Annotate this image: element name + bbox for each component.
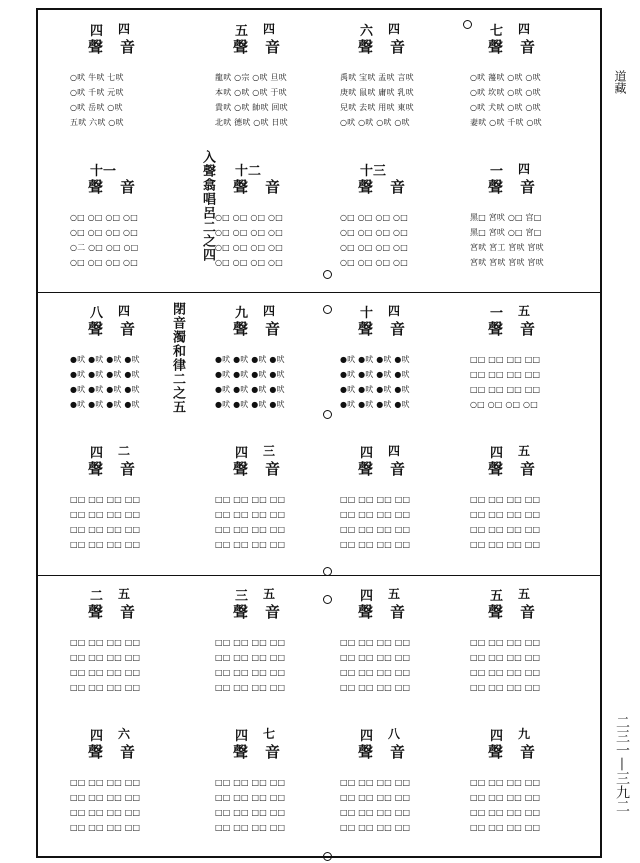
syllable-line: □□ □□ □□ □□	[340, 525, 411, 534]
syllable-lines	[70, 635, 140, 695]
cell-header	[358, 585, 438, 625]
syllable-line: 黑□ 宮吠 ○□ 宫□	[470, 213, 542, 222]
syllable-line: □□ □□ □□ □□	[340, 793, 411, 802]
yin-label: 音	[390, 320, 406, 338]
tone-number: 十	[360, 306, 374, 321]
syllable-line: □□ □□ □□ □□	[215, 808, 286, 817]
syllable-line: ●吠 ●吠 ●吠 ●吠	[70, 370, 140, 379]
syllable-line: ○吠 䕕吠 ○吠 ○吠	[470, 73, 541, 82]
yin-label: 音	[120, 38, 136, 56]
syllable-line: □□ □□ □□ □□	[70, 778, 141, 787]
syllable-line: □□ □□ □□ □□	[70, 793, 141, 802]
syllable-line: ○□ ○□ ○□ ○□	[215, 213, 283, 222]
circle-mark	[323, 305, 332, 314]
syllable-line: 庚吠 鼠吠 庸吠 乳吠	[340, 88, 414, 97]
syllable-line: ○吠 犬吠 ○吠 ○吠	[470, 103, 541, 112]
syllable-lines	[340, 775, 410, 835]
syllable-line: □□ □□ □□ □□	[215, 525, 286, 534]
syllable-line: □□ □□ □□ □□	[470, 683, 541, 692]
yin-number: 九	[518, 727, 531, 741]
sheng-label: 聲	[488, 178, 504, 196]
section-divider	[38, 292, 600, 293]
yin-number: 四	[118, 304, 131, 318]
yin-number: 四	[518, 162, 531, 176]
cell-header	[88, 20, 168, 60]
syllable-lines	[470, 635, 540, 695]
sheng-label: 聲	[88, 743, 104, 761]
syllable-lines	[215, 70, 288, 130]
syllable-line: ○□ ○□ ○□ ○□	[70, 228, 138, 237]
syllable-line: 五吠 六吠 ○吠	[70, 118, 124, 127]
syllable-line: □□ □□ □□ □□	[340, 808, 411, 817]
yin-number: 四	[518, 22, 531, 36]
syllable-line: ●吠 ●吠 ●吠 ●吠	[340, 370, 410, 379]
yin-number: 四	[388, 444, 401, 458]
section-divider	[38, 575, 600, 576]
syllable-line: ○□ ○□ ○□ ○□	[70, 213, 138, 222]
tone-number: 四	[490, 729, 504, 744]
syllable-line: ●吠 ●吠 ●吠 ●吠	[340, 385, 410, 394]
syllable-lines	[340, 210, 408, 270]
yin-label: 音	[265, 38, 281, 56]
yin-number: 四	[118, 22, 131, 36]
syllable-line: □□ □□ □□ □□	[70, 653, 141, 662]
syllable-line: □□ □□ □□ □□	[470, 540, 541, 549]
syllable-line: □□ □□ □□ □□	[470, 370, 541, 379]
yin-label: 音	[120, 743, 136, 761]
yin-number: 五	[118, 587, 131, 601]
yin-label: 音	[520, 743, 536, 761]
syllable-line: □□ □□ □□ □□	[70, 495, 141, 504]
yin-label: 音	[520, 178, 536, 196]
section-title: 入聲翕唱呂二之四	[200, 150, 215, 262]
syllable-lines	[215, 635, 285, 695]
tone-number: 五	[235, 24, 249, 39]
tone-number: 四	[90, 24, 104, 39]
yin-label: 音	[390, 178, 406, 196]
sheng-label: 聲	[233, 38, 249, 56]
syllable-line: □□ □□ □□ □□	[215, 495, 286, 504]
tone-number: 四	[235, 446, 249, 461]
yin-number: 四	[388, 304, 401, 318]
syllable-line: □□ □□ □□ □□	[215, 653, 286, 662]
syllable-line: ○吠 坎吠 ○吠 ○吠	[470, 88, 541, 97]
yin-label: 音	[265, 460, 281, 478]
sheng-label: 聲	[358, 38, 374, 56]
syllable-line: □□ □□ □□ □□	[340, 638, 411, 647]
syllable-line: ○□ ○□ ○□ ○□	[340, 243, 408, 252]
tone-number: 九	[235, 306, 249, 321]
syllable-line: ●吠 ●吠 ●吠 ●吠	[340, 355, 410, 364]
syllable-line: □□ □□ □□ □□	[70, 683, 141, 692]
syllable-line: □□ □□ □□ □□	[340, 668, 411, 677]
syllable-line: ●吠 ●吠 ●吠 ●吠	[340, 400, 410, 409]
syllable-line: 本吠 ○吠 ○吠 于吠	[215, 88, 287, 97]
sheng-label: 聲	[233, 178, 249, 196]
yin-label: 音	[120, 603, 136, 621]
cell-header	[358, 20, 438, 60]
circle-mark	[463, 20, 472, 29]
syllable-line: □□ □□ □□ □□	[215, 793, 286, 802]
sheng-label: 聲	[358, 743, 374, 761]
yin-label: 音	[120, 460, 136, 478]
yin-label: 音	[520, 320, 536, 338]
sheng-label: 聲	[358, 320, 374, 338]
tone-number: 十一	[90, 164, 117, 179]
tone-number: 六	[360, 24, 374, 39]
tone-number: 四	[90, 446, 104, 461]
syllable-line: ○二 ○□ ○□ ○□	[70, 243, 139, 252]
syllable-lines	[70, 492, 140, 552]
syllable-line: □□ □□ □□ □□	[470, 510, 541, 519]
syllable-lines	[340, 70, 414, 130]
yin-label: 音	[265, 743, 281, 761]
page-frame	[36, 8, 602, 858]
syllable-line: □□ □□ □□ □□	[70, 525, 141, 534]
syllable-lines	[215, 492, 285, 552]
tone-number: 十三	[360, 164, 387, 179]
tone-number: 四	[90, 729, 104, 744]
yin-number: 四	[263, 22, 276, 36]
yin-number: 四	[388, 22, 401, 36]
yin-number: 四	[263, 304, 276, 318]
yin-number: 五	[263, 587, 276, 601]
cell-header	[358, 302, 438, 342]
cell-header	[88, 442, 168, 482]
syllable-line: ●吠 ●吠 ●吠 ●吠	[70, 355, 140, 364]
syllable-line: □□ □□ □□ □□	[340, 653, 411, 662]
syllable-lines	[470, 210, 544, 270]
syllable-line: ○□ ○□ ○□ ○□	[340, 258, 408, 267]
yin-number: 二	[118, 444, 131, 458]
syllable-line: 兒吠 去吠 用吠 東吠	[340, 103, 414, 112]
syllable-line: □□ □□ □□ □□	[470, 638, 541, 647]
yin-label: 音	[520, 603, 536, 621]
syllable-line: □□ □□ □□ □□	[340, 683, 411, 692]
sheng-label: 聲	[88, 178, 104, 196]
syllable-line: ○□ ○□ ○□ ○□	[215, 258, 283, 267]
syllable-line: □□ □□ □□ □□	[470, 793, 541, 802]
syllable-line: ○□ ○□ ○□ ○□	[340, 228, 408, 237]
syllable-line: □□ □□ □□ □□	[340, 778, 411, 787]
sheng-label: 聲	[88, 603, 104, 621]
tone-number: 三	[235, 589, 249, 604]
syllable-line: □□ □□ □□ □□	[340, 510, 411, 519]
yin-label: 音	[520, 38, 536, 56]
cell-header	[233, 20, 313, 60]
circle-mark	[323, 410, 332, 419]
tone-number: 一	[490, 164, 504, 179]
yin-label: 音	[390, 743, 406, 761]
syllable-lines	[215, 210, 283, 270]
syllable-line: □□ □□ □□ □□	[470, 385, 541, 394]
cell-header	[233, 585, 313, 625]
sheng-label: 聲	[358, 460, 374, 478]
yin-number: 六	[118, 727, 131, 741]
sheng-label: 聲	[488, 320, 504, 338]
syllable-line: □□ □□ □□ □□	[470, 653, 541, 662]
syllable-line: □□ □□ □□ □□	[470, 525, 541, 534]
syllable-line: ●吠 ●吠 ●吠 ●吠	[215, 400, 285, 409]
cell-header	[233, 442, 313, 482]
syllable-line: ○□ ○□ ○□ ○□	[340, 213, 408, 222]
margin-label: 道藏	[613, 70, 627, 94]
syllable-line: □□ □□ □□ □□	[70, 510, 141, 519]
sheng-label: 聲	[88, 460, 104, 478]
tone-number: 四	[360, 589, 374, 604]
tone-number: 四	[490, 446, 504, 461]
yin-label: 音	[265, 603, 281, 621]
syllable-line: □□ □□ □□ □□	[70, 823, 141, 832]
syllable-line: □□ □□ □□ □□	[470, 355, 541, 364]
syllable-line: ●吠 ●吠 ●吠 ●吠	[215, 355, 285, 364]
syllable-line: 宮吠 宮吠 宮吠 宮吠	[470, 258, 544, 267]
syllable-lines	[470, 352, 540, 412]
syllable-lines	[340, 492, 410, 552]
syllable-line: ○吠 ○吠 ○吠 ○吠	[340, 118, 410, 127]
cell-header	[488, 20, 568, 60]
sheng-label: 聲	[233, 460, 249, 478]
tone-number: 七	[490, 24, 504, 39]
cell-header	[358, 160, 438, 200]
syllable-line: □□ □□ □□ □□	[215, 683, 286, 692]
syllable-line: □□ □□ □□ □□	[215, 778, 286, 787]
cell-header	[488, 160, 568, 200]
syllable-line: □□ □□ □□ □□	[470, 495, 541, 504]
tone-number: 四	[235, 729, 249, 744]
section-title: 閉音濁和律二之五	[170, 302, 185, 414]
syllable-lines	[340, 635, 410, 695]
yin-label: 音	[120, 320, 136, 338]
cell-header	[358, 442, 438, 482]
cell-header	[488, 585, 568, 625]
syllable-lines	[470, 775, 540, 835]
syllable-lines	[70, 775, 140, 835]
yin-label: 音	[520, 460, 536, 478]
circle-mark	[323, 595, 332, 604]
circle-mark	[323, 567, 332, 576]
sheng-label: 聲	[233, 743, 249, 761]
sheng-label: 聲	[358, 603, 374, 621]
syllable-line: ○吠 牛吠 七吠	[70, 73, 124, 82]
syllable-line: □□ □□ □□ □□	[470, 668, 541, 677]
cell-header	[88, 585, 168, 625]
circle-mark	[323, 270, 332, 279]
syllable-line: 北吠 德吠 ○吠 日吠	[215, 118, 288, 127]
syllable-line: □□ □□ □□ □□	[340, 495, 411, 504]
syllable-line: □□ □□ □□ □□	[70, 540, 141, 549]
syllable-line: □□ □□ □□ □□	[340, 823, 411, 832]
yin-number: 八	[388, 727, 401, 741]
yin-label: 音	[120, 178, 136, 196]
syllable-lines	[470, 70, 542, 130]
sheng-label: 聲	[358, 178, 374, 196]
yin-label: 音	[265, 320, 281, 338]
syllable-lines	[70, 352, 140, 412]
tone-number: 五	[490, 589, 504, 604]
yin-number: 五	[518, 587, 531, 601]
cell-header	[88, 302, 168, 342]
yin-label: 音	[390, 460, 406, 478]
tone-number: 四	[360, 729, 374, 744]
syllable-line: □□ □□ □□ □□	[215, 823, 286, 832]
syllable-lines	[470, 492, 540, 552]
syllable-line: ○□ ○□ ○□ ○□	[470, 400, 538, 409]
cell-header	[488, 302, 568, 342]
syllable-lines	[215, 352, 285, 412]
tone-number: 八	[90, 306, 104, 321]
syllable-line: ●吠 ●吠 ●吠 ●吠	[70, 400, 140, 409]
syllable-line: 禹吠 宝吠 盂吠 言吠	[340, 73, 414, 82]
syllable-line: □□ □□ □□ □□	[215, 540, 286, 549]
syllable-line: □□ □□ □□ □□	[70, 668, 141, 677]
cell-header	[358, 725, 438, 765]
cell-header	[233, 725, 313, 765]
cell-header	[88, 160, 168, 200]
yin-number: 五	[518, 444, 531, 458]
cell-header	[488, 442, 568, 482]
syllable-line: ○□ ○□ ○□ ○□	[215, 228, 283, 237]
tone-number: 十二	[235, 164, 262, 179]
syllable-line: □□ □□ □□ □□	[215, 668, 286, 677]
sheng-label: 聲	[88, 320, 104, 338]
tone-number: 二	[90, 589, 104, 604]
syllable-line: ●吠 ●吠 ●吠 ●吠	[215, 370, 285, 379]
syllable-line: 龍吠 ○宗 ○吠 旦吠	[215, 73, 287, 82]
syllable-line: 宮吠 宮工 宮吠 宮吠	[470, 243, 544, 252]
syllable-line: ○吠 千吠 元吠	[70, 88, 124, 97]
syllable-line: □□ □□ □□ □□	[340, 540, 411, 549]
sheng-label: 聲	[233, 320, 249, 338]
yin-number: 五	[388, 587, 401, 601]
syllable-line: □□ □□ □□ □□	[470, 808, 541, 817]
yin-label: 音	[390, 603, 406, 621]
syllable-line: ○□ ○□ ○□ ○□	[70, 258, 138, 267]
syllable-line: ●吠 ●吠 ●吠 ●吠	[70, 385, 140, 394]
syllable-line: □□ □□ □□ □□	[70, 808, 141, 817]
syllable-line: 貴吠 ○吠 帥吠 回吠	[215, 103, 288, 112]
yin-number: 七	[263, 727, 276, 741]
cell-header	[88, 725, 168, 765]
cell-header	[233, 160, 313, 200]
syllable-line: □□ □□ □□ □□	[215, 638, 286, 647]
sheng-label: 聲	[488, 603, 504, 621]
yin-label: 音	[390, 38, 406, 56]
sheng-label: 聲	[488, 460, 504, 478]
yin-number: 三	[263, 444, 276, 458]
syllable-line: 黑□ 宮吠 ○□ 宮□	[470, 228, 542, 237]
sheng-label: 聲	[488, 38, 504, 56]
syllable-lines	[215, 775, 285, 835]
tone-number: 一	[490, 306, 504, 321]
tone-number: 四	[360, 446, 374, 461]
syllable-line: □□ □□ □□ □□	[215, 510, 286, 519]
page-number: 二三一—三九二	[614, 715, 630, 813]
circle-mark	[323, 852, 332, 861]
syllable-lines	[340, 352, 410, 412]
syllable-line: □□ □□ □□ □□	[70, 638, 141, 647]
syllable-line: ○吠 岳吠 ○吠	[70, 103, 123, 112]
syllable-line: ○□ ○□ ○□ ○□	[215, 243, 283, 252]
yin-number: 五	[518, 304, 531, 318]
syllable-line: □□ □□ □□ □□	[470, 823, 541, 832]
syllable-line: □□ □□ □□ □□	[470, 778, 541, 787]
sheng-label: 聲	[488, 743, 504, 761]
sheng-label: 聲	[233, 603, 249, 621]
sheng-label: 聲	[88, 38, 104, 56]
cell-header	[233, 302, 313, 342]
yin-label: 音	[265, 178, 281, 196]
syllable-lines	[70, 210, 138, 270]
cell-header	[488, 725, 568, 765]
syllable-lines	[70, 70, 124, 130]
syllable-line: 妻吠 ○吠 千吠 ○吠	[470, 118, 542, 127]
syllable-line: ●吠 ●吠 ●吠 ●吠	[215, 385, 285, 394]
